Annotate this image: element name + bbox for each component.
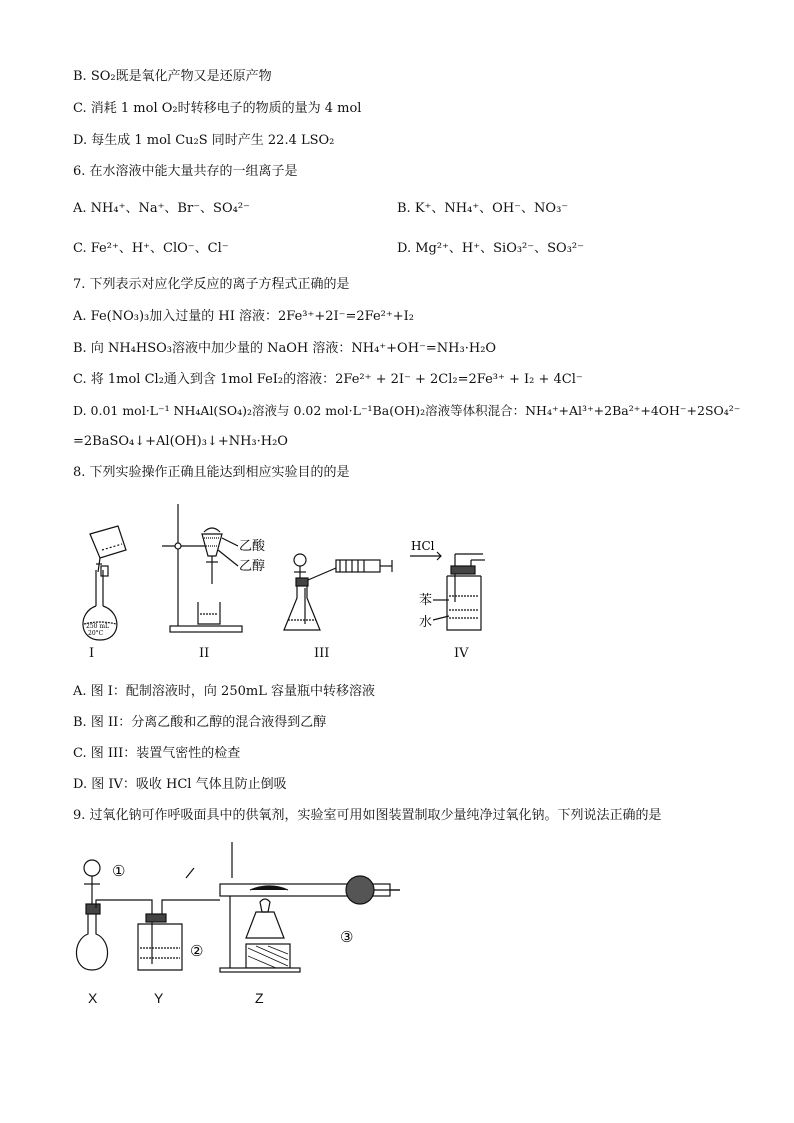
q6-option-d: D. Mg²⁺、H⁺、SiO₃²⁻、SO₃²⁻ [397,241,584,256]
label-circle-3: ③ [340,928,354,946]
q8-stem: 8. 下列实验操作正确且能达到相应实验目的的是 [73,465,350,480]
figure-ii-separatory-funnel [160,500,280,645]
figure-label-z: Z [255,990,264,1006]
figure-label-x: X [88,990,98,1006]
figure-i-volumetric-flask [70,520,140,645]
label-circle-2: ② [190,942,204,960]
q7-option-d-line1: D. 0.01 mol·L⁻¹ NH₄Al(SO₄)₂溶液与 0.02 mol·L⁻¹Ba(OH)₂溶液等体积混合：NH₄⁺+Al³⁺+2Ba²⁺+4OH⁻+2SO₄²⁻ [73,403,741,418]
figure-label-iv: IV [454,646,469,661]
flask-label-temp: 20°C [88,630,104,637]
q8-option-d: D. 图 IV：吸收 HCl 气体且防止倒吸 [73,777,287,792]
q6-stem: 6. 在水溶液中能大量共存的一组离子是 [73,164,298,179]
figure-label-i: I [89,646,95,661]
figure-label-iii: III [314,646,330,661]
label-hcl: HCl [411,539,435,553]
q5-option-b: B. SO₂既是氧化产物又是还原产物 [73,69,272,84]
figure-iii-airtightness [280,548,400,640]
label-ethanol: 乙醇 [239,559,266,574]
q5-option-d: D. 每生成 1 mol Cu₂S 同时产生 22.4 LSO₂ [73,133,335,148]
q7-option-a: A. Fe(NO₃)₃加入过量的 HI 溶液：2Fe³⁺+2I⁻=2Fe²⁺+I₂ [73,309,414,324]
figure-label-y: Y [154,990,164,1006]
figure-q9-apparatus [70,838,400,983]
q6-option-a: A. NH₄⁺、Na⁺、Br⁻、SO₄²⁻ [73,201,250,216]
figure-label-ii: II [199,646,210,661]
label-circle-1: ① [112,862,126,880]
q7-stem: 7. 下列表示对应化学反应的离子方程式正确的是 [73,277,350,292]
q8-option-a: A. 图 I：配制溶液时，向 250mL 容量瓶中转移溶液 [73,684,375,699]
q6-option-c: C. Fe²⁺、H⁺、ClO⁻、Cl⁻ [73,241,229,256]
label-acetic-acid: 乙酸 [239,539,266,554]
label-water: 水 [419,615,433,630]
q7-option-b: B. 向 NH₄HSO₃溶液中加少量的 NaOH 溶液：NH₄⁺+OH⁻=NH₃·H₂O [73,341,497,356]
q6-option-b: B. K⁺、NH₄⁺、OH⁻、NO₃⁻ [397,201,569,216]
q8-option-c: C. 图 III：装置气密性的检查 [73,746,241,761]
q8-option-b: B. 图 II：分离乙酸和乙醇的混合液得到乙醇 [73,715,327,730]
label-benzene: 苯 [419,593,433,608]
q5-option-c: C. 消耗 1 mol O₂时转移电子的物质的量为 4 mol [73,101,362,116]
q7-option-d-line2: =2BaSO₄↓+Al(OH)₃↓+NH₃·H₂O [73,434,288,449]
figure-iv-hcl-absorption [405,538,515,638]
flask-label-volume: 250 mL [86,623,110,630]
q7-option-c: C. 将 1mol Cl₂通入到含 1mol FeI₂的溶液：2Fe²⁺ + 2I⁻ + 2Cl₂=2Fe³⁺ + I₂ + 4Cl⁻ [73,372,583,387]
q9-stem: 9. 过氧化钠可作呼吸面具中的供氧剂，实验室可用如图装置制取少量纯净过氧化钠。下列说法正确的是 [73,808,662,823]
